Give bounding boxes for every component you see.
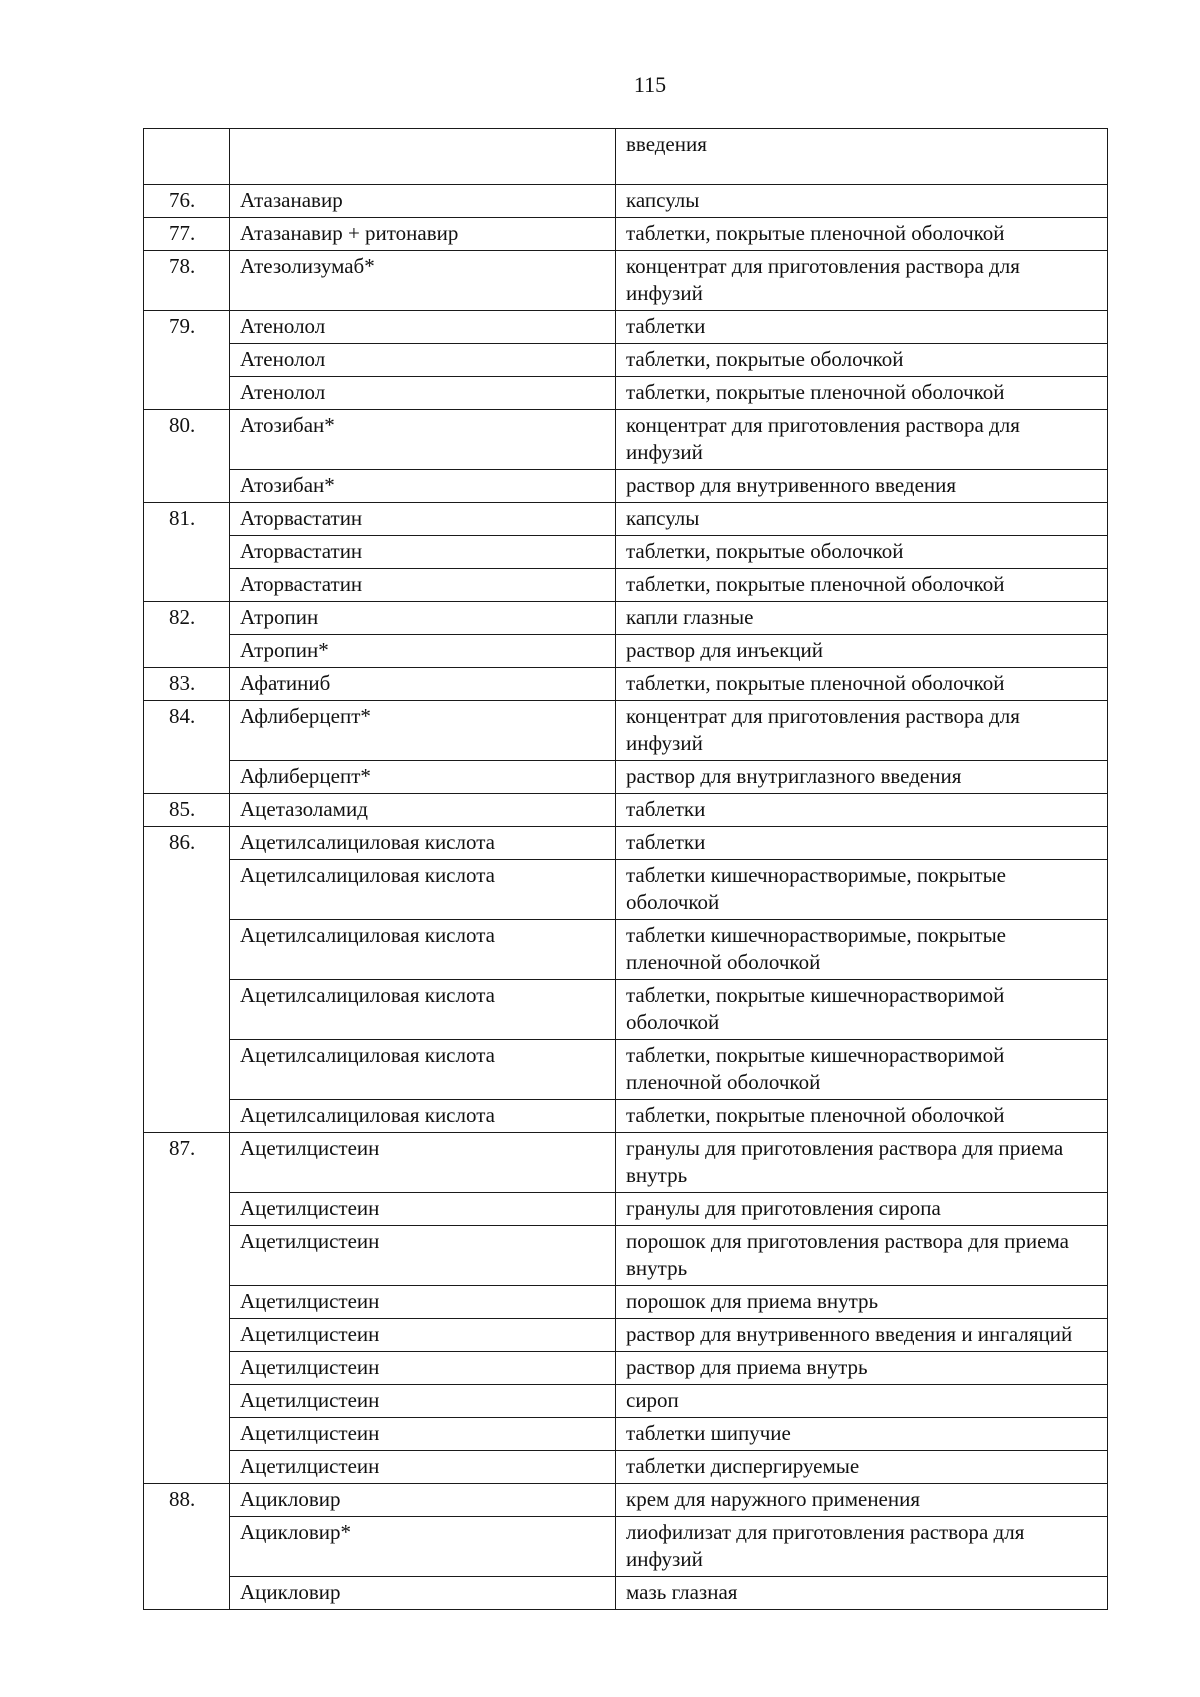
dosage-form-cell: лиофилизат для приготовления раствора для инфузий: [616, 1517, 1108, 1577]
table-row: [144, 827, 1108, 860]
drug-name-cell: Ацетилцистеин: [230, 1226, 616, 1286]
row-number-cell: 76.: [144, 185, 230, 218]
drug-name-cell: Атозибан*: [230, 470, 616, 503]
row-number-cell: 82.: [144, 602, 230, 668]
table-row: [144, 129, 1108, 185]
dosage-form-cell: раствор для внутривенного введения: [616, 470, 1108, 503]
dosage-form-cell: таблетки шипучие: [616, 1418, 1108, 1451]
drug-name-cell: Ацетилцистеин: [230, 1385, 616, 1418]
drug-name-cell: Ацетилсалициловая кислота: [230, 1040, 616, 1100]
table-row: [144, 794, 1108, 827]
dosage-form-cell: таблетки диспергируемые: [616, 1451, 1108, 1484]
drug-name-cell: Ацикловир: [230, 1484, 616, 1517]
dosage-form-cell: раствор для внутриглазного введения: [616, 761, 1108, 794]
table-row: [144, 1385, 1108, 1418]
table-row: [144, 344, 1108, 377]
dosage-form-cell: гранулы для приготовления раствора для приема внутрь: [616, 1133, 1108, 1193]
row-number-cell: 81.: [144, 503, 230, 602]
table-row: [144, 602, 1108, 635]
dosage-form-cell: таблетки кишечнорастворимые, покрытые оболочкой: [616, 860, 1108, 920]
row-number-cell: [144, 129, 230, 185]
dosage-form-cell: таблетки: [616, 827, 1108, 860]
table-row: [144, 377, 1108, 410]
table-row: [144, 251, 1108, 311]
drug-name-cell: Ацетилсалициловая кислота: [230, 1100, 616, 1133]
table-row: [144, 1286, 1108, 1319]
drug-table-body: [144, 129, 1108, 1610]
drug-name-cell: Атенолол: [230, 311, 616, 344]
drug-name-cell: Ацетилцистеин: [230, 1193, 616, 1226]
dosage-form-cell: таблетки, покрытые оболочкой: [616, 536, 1108, 569]
table-row: [144, 701, 1108, 761]
drug-name-cell: Атозибан*: [230, 410, 616, 470]
row-number-cell: 77.: [144, 218, 230, 251]
drug-name-cell: Ацетилцистеин: [230, 1418, 616, 1451]
drug-name-cell: Ацикловир: [230, 1577, 616, 1610]
drug-name-cell: Аторвастатин: [230, 569, 616, 602]
dosage-form-cell: концентрат для приготовления раствора для инфузий: [616, 251, 1108, 311]
drug-name-cell: Атенолол: [230, 344, 616, 377]
table-row: [144, 1193, 1108, 1226]
table-row: [144, 668, 1108, 701]
table-row: [144, 1517, 1108, 1577]
dosage-form-cell: таблетки, покрытые пленочной оболочкой: [616, 1100, 1108, 1133]
dosage-form-cell: таблетки кишечнорастворимые, покрытые пленочной оболочкой: [616, 920, 1108, 980]
drug-name-cell: Атропин*: [230, 635, 616, 668]
drug-name-cell: Ацетилцистеин: [230, 1319, 616, 1352]
table-row: [144, 185, 1108, 218]
drug-name-cell: Ацетазоламид: [230, 794, 616, 827]
dosage-form-cell: порошок для приготовления раствора для приема внутрь: [616, 1226, 1108, 1286]
table-row: [144, 1577, 1108, 1610]
row-number-cell: 80.: [144, 410, 230, 503]
row-number-cell: 79.: [144, 311, 230, 410]
drug-name-cell: Атенолол: [230, 377, 616, 410]
dosage-form-cell: концентрат для приготовления раствора для инфузий: [616, 410, 1108, 470]
dosage-form-cell: таблетки, покрытые кишечнорастворимой пленочной оболочкой: [616, 1040, 1108, 1100]
drug-name-cell: Атропин: [230, 602, 616, 635]
dosage-form-cell: таблетки, покрытые пленочной оболочкой: [616, 377, 1108, 410]
table-row: [144, 635, 1108, 668]
dosage-form-cell: таблетки, покрытые кишечнорастворимой оболочкой: [616, 980, 1108, 1040]
table-row: [144, 311, 1108, 344]
table-row: [144, 569, 1108, 602]
drug-name-cell: Ацетилцистеин: [230, 1352, 616, 1385]
dosage-form-cell: введения: [616, 129, 1108, 185]
row-number-cell: 84.: [144, 701, 230, 794]
dosage-form-cell: капли глазные: [616, 602, 1108, 635]
drug-name-cell: Афатиниб: [230, 668, 616, 701]
drug-name-cell: Афлиберцепт*: [230, 701, 616, 761]
dosage-form-cell: таблетки, покрытые оболочкой: [616, 344, 1108, 377]
row-number-cell: 83.: [144, 668, 230, 701]
table-row: [144, 761, 1108, 794]
table-row: [144, 1133, 1108, 1193]
dosage-form-cell: гранулы для приготовления сиропа: [616, 1193, 1108, 1226]
table-row: [144, 410, 1108, 470]
dosage-form-cell: сироп: [616, 1385, 1108, 1418]
drug-name-cell: Ацикловир*: [230, 1517, 616, 1577]
table-row: [144, 536, 1108, 569]
drug-name-cell: Ацетилсалициловая кислота: [230, 860, 616, 920]
dosage-form-cell: раствор для внутривенного введения и ингаляций: [616, 1319, 1108, 1352]
drug-name-cell: [230, 129, 616, 185]
table-row: [144, 1451, 1108, 1484]
dosage-form-cell: таблетки: [616, 794, 1108, 827]
dosage-form-cell: таблетки, покрытые пленочной оболочкой: [616, 218, 1108, 251]
row-number-cell: 88.: [144, 1484, 230, 1610]
dosage-form-cell: концентрат для приготовления раствора для инфузий: [616, 701, 1108, 761]
drug-name-cell: Ацетилсалициловая кислота: [230, 980, 616, 1040]
table-row: [144, 860, 1108, 920]
row-number-cell: 87.: [144, 1133, 230, 1484]
table-row: [144, 1040, 1108, 1100]
table-row: [144, 470, 1108, 503]
table-row: [144, 503, 1108, 536]
table-row: [144, 1100, 1108, 1133]
table-row: [144, 1226, 1108, 1286]
row-number-cell: 86.: [144, 827, 230, 1133]
table-row: [144, 1352, 1108, 1385]
drug-name-cell: Ацетилсалициловая кислота: [230, 920, 616, 980]
drug-name-cell: Атазанавир + ритонавир: [230, 218, 616, 251]
table-row: [144, 218, 1108, 251]
drug-name-cell: Аторвастатин: [230, 503, 616, 536]
dosage-form-cell: капсулы: [616, 503, 1108, 536]
table-row: [144, 980, 1108, 1040]
drug-table: [143, 128, 1108, 1610]
dosage-form-cell: раствор для приема внутрь: [616, 1352, 1108, 1385]
table-row: [144, 1319, 1108, 1352]
dosage-form-cell: капсулы: [616, 185, 1108, 218]
table-row: [144, 920, 1108, 980]
drug-name-cell: Аторвастатин: [230, 536, 616, 569]
page-number: 115: [633, 72, 667, 97]
dosage-form-cell: порошок для приема внутрь: [616, 1286, 1108, 1319]
dosage-form-cell: крем для наружного применения: [616, 1484, 1108, 1517]
drug-name-cell: Ацетилцистеин: [230, 1133, 616, 1193]
drug-name-cell: Ацетилсалициловая кислота: [230, 827, 616, 860]
row-number-cell: 85.: [144, 794, 230, 827]
drug-name-cell: Афлиберцепт*: [230, 761, 616, 794]
row-number-cell: 78.: [144, 251, 230, 311]
table-row: [144, 1484, 1108, 1517]
dosage-form-cell: таблетки, покрытые пленочной оболочкой: [616, 569, 1108, 602]
drug-name-cell: Атезолизумаб*: [230, 251, 616, 311]
dosage-form-cell: раствор для инъекций: [616, 635, 1108, 668]
dosage-form-cell: мазь глазная: [616, 1577, 1108, 1610]
dosage-form-cell: таблетки: [616, 311, 1108, 344]
drug-name-cell: Ацетилцистеин: [230, 1286, 616, 1319]
table-row: [144, 1418, 1108, 1451]
drug-name-cell: Атазанавир: [230, 185, 616, 218]
drug-name-cell: Ацетилцистеин: [230, 1451, 616, 1484]
dosage-form-cell: таблетки, покрытые пленочной оболочкой: [616, 668, 1108, 701]
